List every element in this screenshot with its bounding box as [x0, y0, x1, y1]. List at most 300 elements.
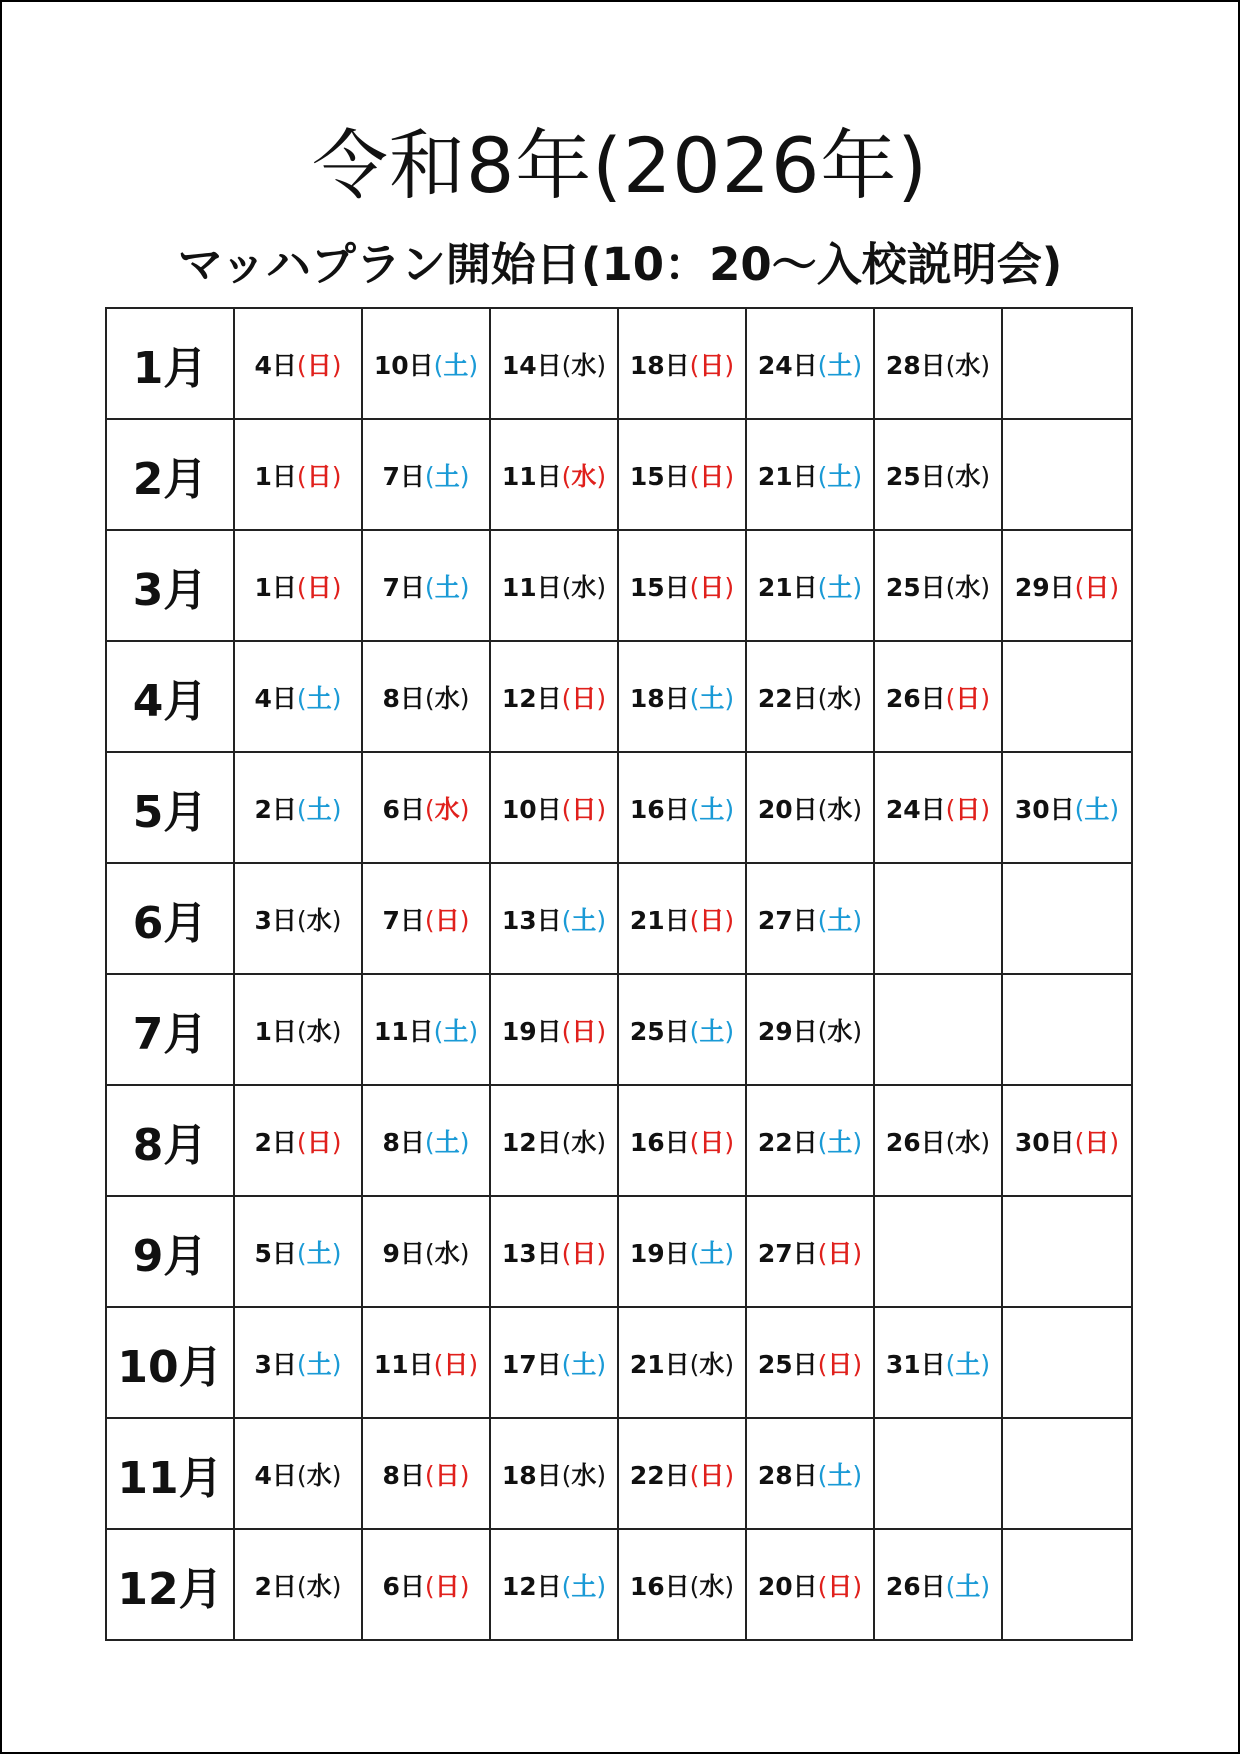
weekday-label: 土 [699, 1238, 725, 1268]
date-day: 12日 [501, 1571, 562, 1601]
date-day: 2日 [254, 1127, 297, 1157]
date-day: 6日 [382, 794, 425, 824]
date-day: 30日 [1014, 1127, 1075, 1157]
weekday-label: 水 [571, 1127, 597, 1157]
weekday-label: 水 [571, 1460, 597, 1490]
paren-open: ( [424, 1127, 435, 1157]
date-day: 22日 [629, 1460, 690, 1490]
paren-close: ) [468, 350, 479, 380]
paren-close: ) [596, 683, 607, 713]
weekday-label: 日 [443, 1349, 469, 1379]
weekday-label: 水 [306, 1016, 332, 1046]
weekday-group [425, 1239, 470, 1268]
date-cell [746, 641, 874, 752]
date-day: 25日 [885, 572, 946, 602]
paren-open: ( [424, 1238, 435, 1268]
weekday-group [690, 906, 735, 935]
weekday-label: 日 [571, 1016, 597, 1046]
paren-close: ) [852, 683, 863, 713]
empty-cell [1002, 1196, 1132, 1307]
weekday-group [690, 1572, 735, 1601]
date-cell [362, 974, 490, 1085]
month-label: 8月 [106, 1085, 234, 1196]
weekday-label: 土 [443, 1016, 469, 1046]
date-cell [490, 863, 618, 974]
weekday-label: 土 [306, 794, 332, 824]
paren-open: ( [1074, 1127, 1085, 1157]
weekday-label: 日 [434, 1571, 460, 1601]
paren-close: ) [724, 794, 735, 824]
paren-open: ( [945, 1571, 956, 1601]
paren-close: ) [724, 572, 735, 602]
paren-open: ( [561, 1016, 572, 1046]
paren-close: ) [596, 794, 607, 824]
paren-open: ( [424, 794, 435, 824]
weekday-group [562, 1239, 607, 1268]
date-day: 16日 [629, 1571, 690, 1601]
weekday-group [562, 1017, 607, 1046]
weekday-group [562, 573, 607, 602]
date-day: 16日 [629, 794, 690, 824]
date-cell [490, 1196, 618, 1307]
paren-close: ) [980, 572, 991, 602]
weekday-label: 日 [699, 905, 725, 935]
paren-close: ) [852, 350, 863, 380]
date-cell [874, 641, 1002, 752]
weekday-group [297, 1239, 342, 1268]
paren-close: ) [459, 794, 470, 824]
weekday-label: 日 [434, 1460, 460, 1490]
paren-open: ( [945, 1127, 956, 1157]
paren-close: ) [852, 1349, 863, 1379]
date-cell [1002, 1085, 1132, 1196]
paren-close: ) [596, 1238, 607, 1268]
weekday-group [818, 1017, 863, 1046]
weekday-group [297, 1017, 342, 1046]
date-cell [234, 641, 362, 752]
paren-open: ( [689, 350, 700, 380]
paren-open: ( [689, 1127, 700, 1157]
date-cell [490, 530, 618, 641]
date-day: 4日 [254, 1460, 297, 1490]
paren-open: ( [433, 350, 444, 380]
weekday-group [434, 1350, 479, 1379]
date-cell [362, 1529, 490, 1640]
date-cell [362, 419, 490, 530]
weekday-label: 土 [571, 1571, 597, 1601]
weekday-group [818, 351, 863, 380]
paren-close: ) [724, 683, 735, 713]
paren-close: ) [852, 1127, 863, 1157]
paren-close: ) [468, 1016, 479, 1046]
weekday-group [946, 462, 991, 491]
paren-close: ) [459, 1571, 470, 1601]
date-day: 18日 [501, 1460, 562, 1490]
weekday-group [1075, 1128, 1120, 1157]
date-cell [746, 863, 874, 974]
table-row [106, 1085, 1132, 1196]
date-day: 12日 [501, 683, 562, 713]
weekday-group [690, 351, 735, 380]
paren-open: ( [433, 1016, 444, 1046]
weekday-group [946, 351, 991, 380]
paren-close: ) [331, 1571, 342, 1601]
weekday-label: 水 [827, 683, 853, 713]
weekday-group [425, 1572, 470, 1601]
paren-close: ) [852, 1460, 863, 1490]
paren-close: ) [596, 1016, 607, 1046]
date-day: 11日 [373, 1349, 434, 1379]
weekday-group [690, 684, 735, 713]
weekday-label: 日 [827, 1349, 853, 1379]
paren-close: ) [459, 461, 470, 491]
weekday-group [297, 1350, 342, 1379]
date-day: 7日 [382, 572, 425, 602]
weekday-group [297, 1572, 342, 1601]
weekday-group [818, 684, 863, 713]
paren-close: ) [980, 1127, 991, 1157]
paren-open: ( [817, 461, 828, 491]
paren-open: ( [1074, 572, 1085, 602]
month-label: 2月 [106, 419, 234, 530]
paren-close: ) [331, 1238, 342, 1268]
weekday-group [946, 1572, 991, 1601]
paren-open: ( [945, 683, 956, 713]
date-day: 6日 [382, 1571, 425, 1601]
paren-open: ( [561, 1127, 572, 1157]
date-cell [490, 1418, 618, 1529]
paren-open: ( [945, 461, 956, 491]
paren-close: ) [331, 350, 342, 380]
weekday-label: 日 [955, 683, 981, 713]
date-day: 10日 [373, 350, 434, 380]
date-day: 30日 [1014, 794, 1075, 824]
weekday-label: 水 [827, 1016, 853, 1046]
weekday-group [562, 906, 607, 935]
weekday-label: 土 [443, 350, 469, 380]
weekday-label: 土 [955, 1349, 981, 1379]
weekday-group [297, 1128, 342, 1157]
date-day: 20日 [757, 1571, 818, 1601]
paren-open: ( [817, 1571, 828, 1601]
weekday-group [818, 1350, 863, 1379]
paren-open: ( [689, 1460, 700, 1490]
date-cell [362, 530, 490, 641]
weekday-group [562, 351, 607, 380]
weekday-label: 日 [955, 794, 981, 824]
weekday-label: 土 [827, 905, 853, 935]
paren-open: ( [296, 1571, 307, 1601]
date-cell [874, 419, 1002, 530]
weekday-label: 水 [434, 794, 460, 824]
weekday-label: 土 [827, 1460, 853, 1490]
date-day: 28日 [757, 1460, 818, 1490]
weekday-group [818, 795, 863, 824]
weekday-label: 日 [306, 572, 332, 602]
weekday-label: 日 [571, 1238, 597, 1268]
date-cell [234, 1529, 362, 1640]
paren-close: ) [1109, 794, 1120, 824]
weekday-group [297, 573, 342, 602]
empty-cell [1002, 419, 1132, 530]
date-day: 4日 [254, 683, 297, 713]
weekday-label: 日 [1084, 1127, 1110, 1157]
paren-close: ) [852, 572, 863, 602]
weekday-group [818, 1461, 863, 1490]
weekday-label: 日 [1084, 572, 1110, 602]
date-cell [490, 308, 618, 419]
table-row [106, 530, 1132, 641]
paren-close: ) [852, 1016, 863, 1046]
paren-close: ) [852, 461, 863, 491]
date-day: 25日 [629, 1016, 690, 1046]
weekday-group [297, 795, 342, 824]
paren-close: ) [331, 461, 342, 491]
date-day: 8日 [382, 1460, 425, 1490]
date-day: 11日 [501, 572, 562, 602]
date-cell [234, 863, 362, 974]
weekday-label: 日 [699, 572, 725, 602]
table-row [106, 1307, 1132, 1418]
paren-open: ( [561, 572, 572, 602]
date-cell [362, 1418, 490, 1529]
date-day: 17日 [501, 1349, 562, 1379]
weekday-group [562, 1461, 607, 1490]
weekday-label: 土 [306, 1349, 332, 1379]
weekday-group [562, 795, 607, 824]
paren-close: ) [459, 572, 470, 602]
table-row [106, 419, 1132, 530]
weekday-label: 日 [434, 905, 460, 935]
date-cell [490, 419, 618, 530]
paren-open: ( [561, 683, 572, 713]
paren-open: ( [817, 1238, 828, 1268]
paren-close: ) [1109, 1127, 1120, 1157]
paren-open: ( [296, 350, 307, 380]
weekday-group [434, 1017, 479, 1046]
paren-close: ) [596, 572, 607, 602]
paren-open: ( [561, 1349, 572, 1379]
paren-open: ( [817, 1460, 828, 1490]
weekday-label: 水 [434, 683, 460, 713]
paren-open: ( [817, 905, 828, 935]
paren-open: ( [817, 1016, 828, 1046]
weekday-label: 水 [434, 1238, 460, 1268]
weekday-group [297, 684, 342, 713]
weekday-label: 水 [306, 905, 332, 935]
weekday-group [946, 684, 991, 713]
weekday-label: 土 [434, 461, 460, 491]
date-cell [490, 1085, 618, 1196]
weekday-group [297, 462, 342, 491]
weekday-label: 日 [571, 794, 597, 824]
date-cell [234, 752, 362, 863]
date-cell [362, 1307, 490, 1418]
schedule-body [106, 308, 1132, 1640]
paren-close: ) [468, 1349, 479, 1379]
date-day: 8日 [382, 683, 425, 713]
paren-open: ( [424, 683, 435, 713]
paren-close: ) [724, 1349, 735, 1379]
date-cell [234, 1085, 362, 1196]
weekday-label: 水 [955, 572, 981, 602]
date-cell [234, 1196, 362, 1307]
weekday-label: 土 [434, 1127, 460, 1157]
paren-close: ) [852, 905, 863, 935]
month-label: 3月 [106, 530, 234, 641]
weekday-label: 土 [955, 1571, 981, 1601]
weekday-label: 水 [699, 1349, 725, 1379]
date-day: 21日 [629, 905, 690, 935]
date-cell [234, 530, 362, 641]
date-cell [618, 974, 746, 1085]
date-cell [746, 1418, 874, 1529]
weekday-label: 土 [571, 905, 597, 935]
weekday-group [425, 573, 470, 602]
weekday-group [562, 1350, 607, 1379]
date-day: 27日 [757, 1238, 818, 1268]
weekday-label: 日 [571, 683, 597, 713]
schedule-table [105, 307, 1133, 1641]
paren-close: ) [331, 1016, 342, 1046]
date-day: 31日 [885, 1349, 946, 1379]
empty-cell [874, 1418, 1002, 1529]
paren-open: ( [817, 572, 828, 602]
date-cell [746, 1307, 874, 1418]
weekday-group [818, 1128, 863, 1157]
weekday-label: 日 [306, 1127, 332, 1157]
paren-close: ) [596, 1460, 607, 1490]
date-cell [618, 1085, 746, 1196]
weekday-label: 日 [827, 1238, 853, 1268]
paren-close: ) [459, 905, 470, 935]
paren-open: ( [689, 794, 700, 824]
paren-open: ( [1074, 794, 1085, 824]
weekday-group [690, 1017, 735, 1046]
date-day: 28日 [885, 350, 946, 380]
weekday-label: 水 [306, 1460, 332, 1490]
date-cell [618, 863, 746, 974]
paren-open: ( [817, 794, 828, 824]
weekday-label: 土 [434, 572, 460, 602]
weekday-label: 土 [827, 1127, 853, 1157]
paren-close: ) [980, 794, 991, 824]
date-day: 9日 [382, 1238, 425, 1268]
date-cell [746, 530, 874, 641]
date-cell [362, 863, 490, 974]
weekday-label: 水 [306, 1571, 332, 1601]
weekday-label: 土 [306, 683, 332, 713]
date-day: 29日 [1014, 572, 1075, 602]
paren-close: ) [724, 1571, 735, 1601]
paren-close: ) [724, 905, 735, 935]
paren-close: ) [852, 1238, 863, 1268]
date-day: 8日 [382, 1127, 425, 1157]
date-day: 24日 [757, 350, 818, 380]
weekday-group [1075, 573, 1120, 602]
date-cell [490, 1307, 618, 1418]
month-label: 9月 [106, 1196, 234, 1307]
paren-open: ( [296, 905, 307, 935]
paren-close: ) [331, 1460, 342, 1490]
date-cell [746, 752, 874, 863]
date-cell [362, 641, 490, 752]
table-row [106, 641, 1132, 752]
date-cell [874, 530, 1002, 641]
date-day: 3日 [254, 905, 297, 935]
date-day: 15日 [629, 461, 690, 491]
paren-open: ( [689, 1016, 700, 1046]
paren-close: ) [459, 1238, 470, 1268]
paren-open: ( [433, 1349, 444, 1379]
date-day: 11日 [501, 461, 562, 491]
paren-open: ( [296, 683, 307, 713]
paren-open: ( [424, 1460, 435, 1490]
paren-open: ( [296, 1460, 307, 1490]
weekday-label: 日 [306, 461, 332, 491]
weekday-group [690, 1128, 735, 1157]
weekday-label: 土 [827, 350, 853, 380]
date-day: 21日 [757, 572, 818, 602]
paren-open: ( [945, 794, 956, 824]
date-cell [746, 308, 874, 419]
paren-close: ) [980, 350, 991, 380]
weekday-label: 日 [699, 1127, 725, 1157]
paren-open: ( [817, 1349, 828, 1379]
table-row [106, 863, 1132, 974]
date-cell [618, 1418, 746, 1529]
table-row [106, 308, 1132, 419]
date-cell [618, 419, 746, 530]
weekday-label: 水 [571, 350, 597, 380]
date-cell [1002, 530, 1132, 641]
date-cell [746, 1085, 874, 1196]
weekday-group [946, 795, 991, 824]
date-day: 13日 [501, 1238, 562, 1268]
date-day: 29日 [757, 1016, 818, 1046]
paren-open: ( [296, 572, 307, 602]
weekday-group [562, 684, 607, 713]
date-day: 14日 [501, 350, 562, 380]
weekday-label: 土 [699, 1016, 725, 1046]
paren-close: ) [596, 1127, 607, 1157]
weekday-group [690, 1350, 735, 1379]
date-day: 19日 [629, 1238, 690, 1268]
weekday-label: 水 [827, 794, 853, 824]
weekday-group [946, 573, 991, 602]
paren-close: ) [331, 1349, 342, 1379]
date-day: 16日 [629, 1127, 690, 1157]
weekday-group [690, 462, 735, 491]
weekday-label: 土 [699, 794, 725, 824]
date-day: 22日 [757, 683, 818, 713]
table-row [106, 974, 1132, 1085]
date-cell [618, 308, 746, 419]
date-cell [490, 974, 618, 1085]
weekday-group [562, 1128, 607, 1157]
month-label: 5月 [106, 752, 234, 863]
weekday-group [818, 573, 863, 602]
paren-open: ( [296, 794, 307, 824]
weekday-group [297, 906, 342, 935]
weekday-group [818, 906, 863, 935]
weekday-group [425, 795, 470, 824]
paren-close: ) [459, 683, 470, 713]
paren-open: ( [296, 1349, 307, 1379]
date-day: 5日 [254, 1238, 297, 1268]
paren-open: ( [561, 1238, 572, 1268]
weekday-group [818, 1572, 863, 1601]
